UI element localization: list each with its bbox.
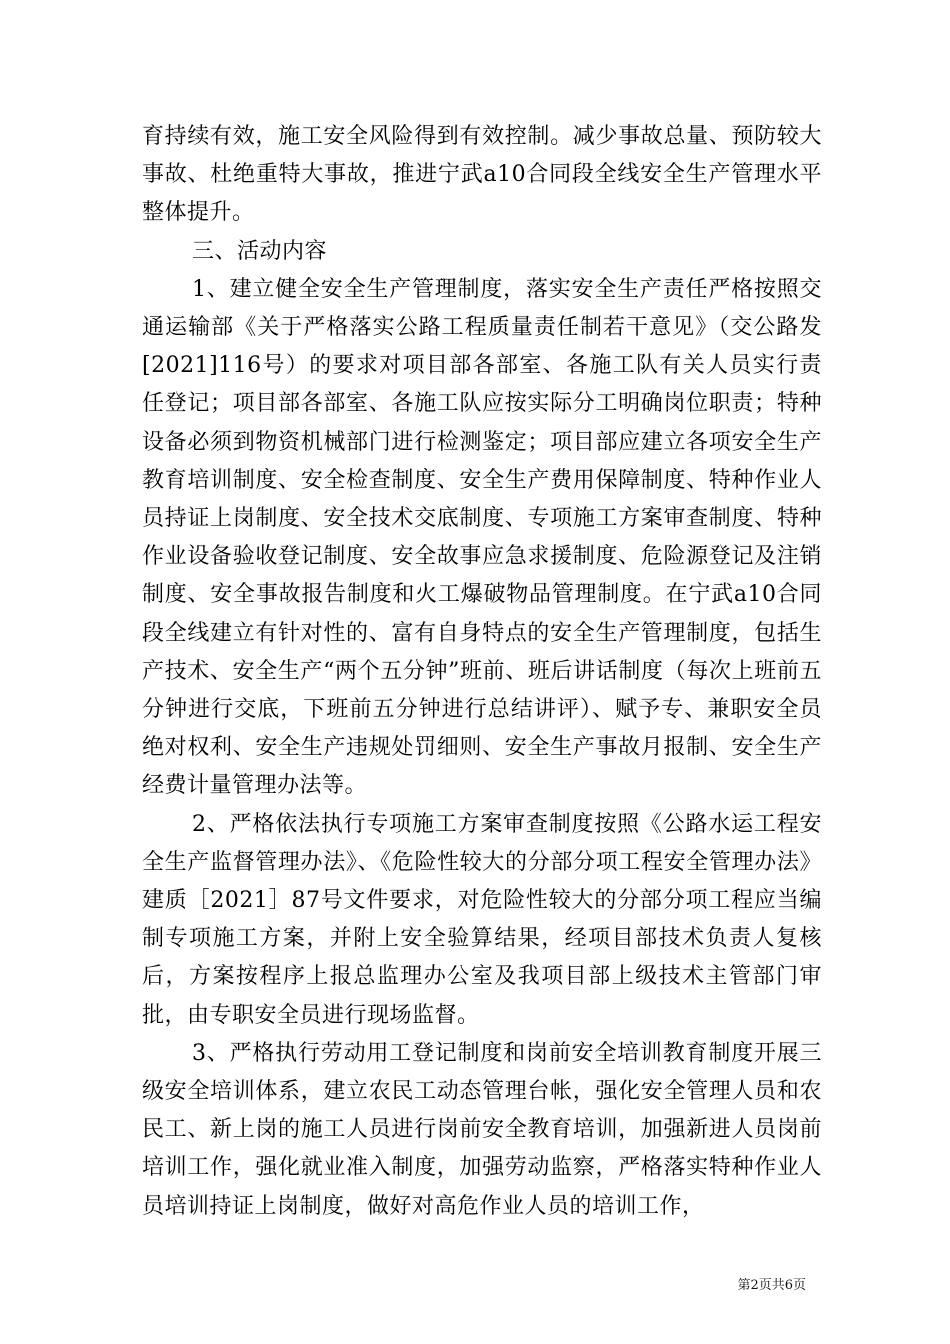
- paragraph-continuation: 育持续有效，施工安全风险得到有效控制。减少事故总量、预防较大事故、杜绝重特大事故，推进宁武a10合同段全线安全生产管理水平整体提升。: [142, 124, 822, 226]
- paragraph-item-1: 1、建立健全安全生产管理制度，落实安全生产责任严格按照交通运输部《关于严格落实公路工程质量责任制若干意见》（交公路发[2021]116号）的要求对项目部各部室、各施工队有关人员实行责任登记；项目部各部室、各施工队应按实际分工明确岗位职责；特种设备必须到物资机械部门进行检测鉴定；项目部应建立各项安全生产教育培训制度、安全检查制度、安全生产费用保障制度、特种作业人员持证上岗制度、安全技术交底制度、专项施工方案审查制度、特种作业设备验收登记制度、安全故事应急求援制度、危险源登记及注销制度、安全事故报告制度和火工爆破物品管理制度。在宁武a10合同段全线建立有针对性的、富有自身特点的安全生产管理制度，包括生产技术、安全生产“两个五分钟”班前、班后讲话制度（每次上班前五分钟进行交底，下班前五分钟进行总结讲评）、赋予专、兼职安全员绝对权利、安全生产违规处罚细则、安全生产事故月报制、安全生产经费计量管理办法等。: [142, 276, 822, 799]
- page-number-footer: 第2页共6页: [737, 1278, 806, 1293]
- section-heading-activity-content: 三、活动内容: [192, 238, 328, 264]
- paragraph-item-2: 2、严格依法执行专项施工方案审查制度按照《公路水运工程安全生产监督管理办法》、《危险性较大的分部分项工程安全管理办法》建质［2021］87号文件要求，对危险性较大的分部分项工程应当编制专项施工方案，并附上安全验算结果，经项目部技术负责人复核后，方案按程序上报总监理办公室及我项目部上级技术主管部门审批，由专职安全员进行现场监督。: [142, 811, 822, 1028]
- paragraph-item-3: 3、严格执行劳动用工登记制度和岗前安全培训教育制度开展三级安全培训体系，建立农民工动态管理台帐，强化安全管理人员和农民工、新上岗的施工人员进行岗前安全教育培训，加强新进人员岗前培训工作，强化就业准入制度，加强劳动监察，严格落实特种作业人员培训持证上岗制度，做好对高危作业人员的培训工作，: [142, 1040, 822, 1219]
- document-body: [142, 118, 822, 1226]
